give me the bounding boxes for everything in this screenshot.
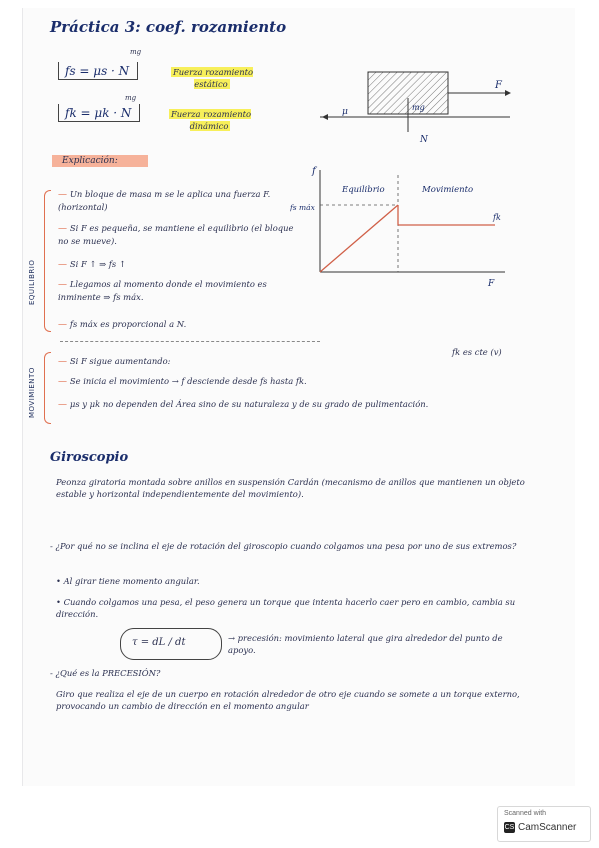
equilibrium-point-3: — Si F ↑ ⇒ fs ↑ [58,259,126,270]
block-force-diagram [310,60,530,150]
movement-region-label: Movimiento [422,185,474,195]
x-axis-label: F [488,279,495,289]
bullet-torque: • Cuando colgamos una pesa, el peso genera un torque que intenta hacerlo caer pero en cambio, cambia su dirección. [56,597,516,619]
normal-force-label: N [420,135,428,145]
movement-point-3: — μs y μk no dependen del Área sino de su naturaleza y de su grado de pulimentación. [58,399,429,410]
equilibrium-brace [44,190,51,332]
equilibrium-side-label: EQUILIBRIO [28,259,36,305]
y-axis-label: f [312,166,316,177]
kinetic-friction-formula: fk = μk · N [58,104,140,122]
question-2: - ¿Qué es la PRECESIÓN? [50,668,161,678]
static-friction-curve [320,205,398,272]
precession-description: → precesión: movimiento lateral que gira alrededor del punto de apoyo. [228,633,503,655]
camscanner-brand: CS CamScanner [504,822,577,834]
page-title: Práctica 3: coef. rozamiento [50,18,287,36]
precession-answer: Giro que realiza el eje de un cuerpo en rotación alrededor de otro eje cuando se somete a un torque externo, provocando un cambio de dirección en el momento angular [56,689,520,711]
kinetic-friction-label: Fuerza rozamiento dinámico [170,109,252,131]
camscanner-logo-icon: CS [504,824,515,831]
scanned-with-text: Scanned with [504,810,547,817]
equilibrium-point-4: — Llegamos al momento donde el movimiento es inminente ⇒ fs máx. [58,279,267,302]
equilibrium-point-5: — fs máx es proporcional a N. [58,319,187,330]
equilibrium-point-1: — Un bloque de masa m se le aplica una fuerza F. (horizontal) [58,189,271,212]
gyroscope-definition: Peonza giratoria montada sobre anillos en suspensión Cardán (mecanismo de anillos que mantienen un objeto estable y horizontal independientemente del movimiento). [56,477,525,499]
equilibrium-point-2: — Si F es pequeña, se mantiene el equilibrio (el bloque no se mueve). [58,223,294,246]
movement-brace [44,352,51,424]
kinetic-formula-superscript: mg [125,94,137,102]
movement-point-1: — Si F sigue aumentando: [58,356,171,367]
gyroscope-heading: Giroscopio [50,450,129,465]
static-formula-superscript: mg [130,48,142,56]
question-1: - ¿Por qué no se inclina el eje de rotación del giroscopio cuando colgamos una pesa por uno de sus extremos? [50,541,517,551]
bullet-angular-momentum: • Al girar tiene momento angular. [56,576,200,586]
camscanner-badge [497,806,591,842]
explanation-heading: Explicación: [52,155,148,167]
fk-label: fk [493,213,501,222]
fmax-label: fs máx [290,203,315,212]
torque-equation: τ = dL / dt [132,637,186,648]
static-friction-label: Fuerza rozamiento estático [172,67,254,89]
section-divider [60,341,320,342]
friction-label: μ [342,107,348,117]
applied-force-label: F [495,80,502,91]
movement-side-label: MOVIMIENTO [28,367,36,418]
friction-graph [290,160,520,290]
movement-note: fk es cte (v) [452,347,502,357]
movement-point-2: — Se inicia el movimiento → f desciende desde fs hasta fk. [58,376,307,387]
weight-label: mg [412,103,425,112]
equilibrium-region-label: Equilibrio [342,185,385,195]
static-friction-formula: fs = μs · N [58,62,138,80]
